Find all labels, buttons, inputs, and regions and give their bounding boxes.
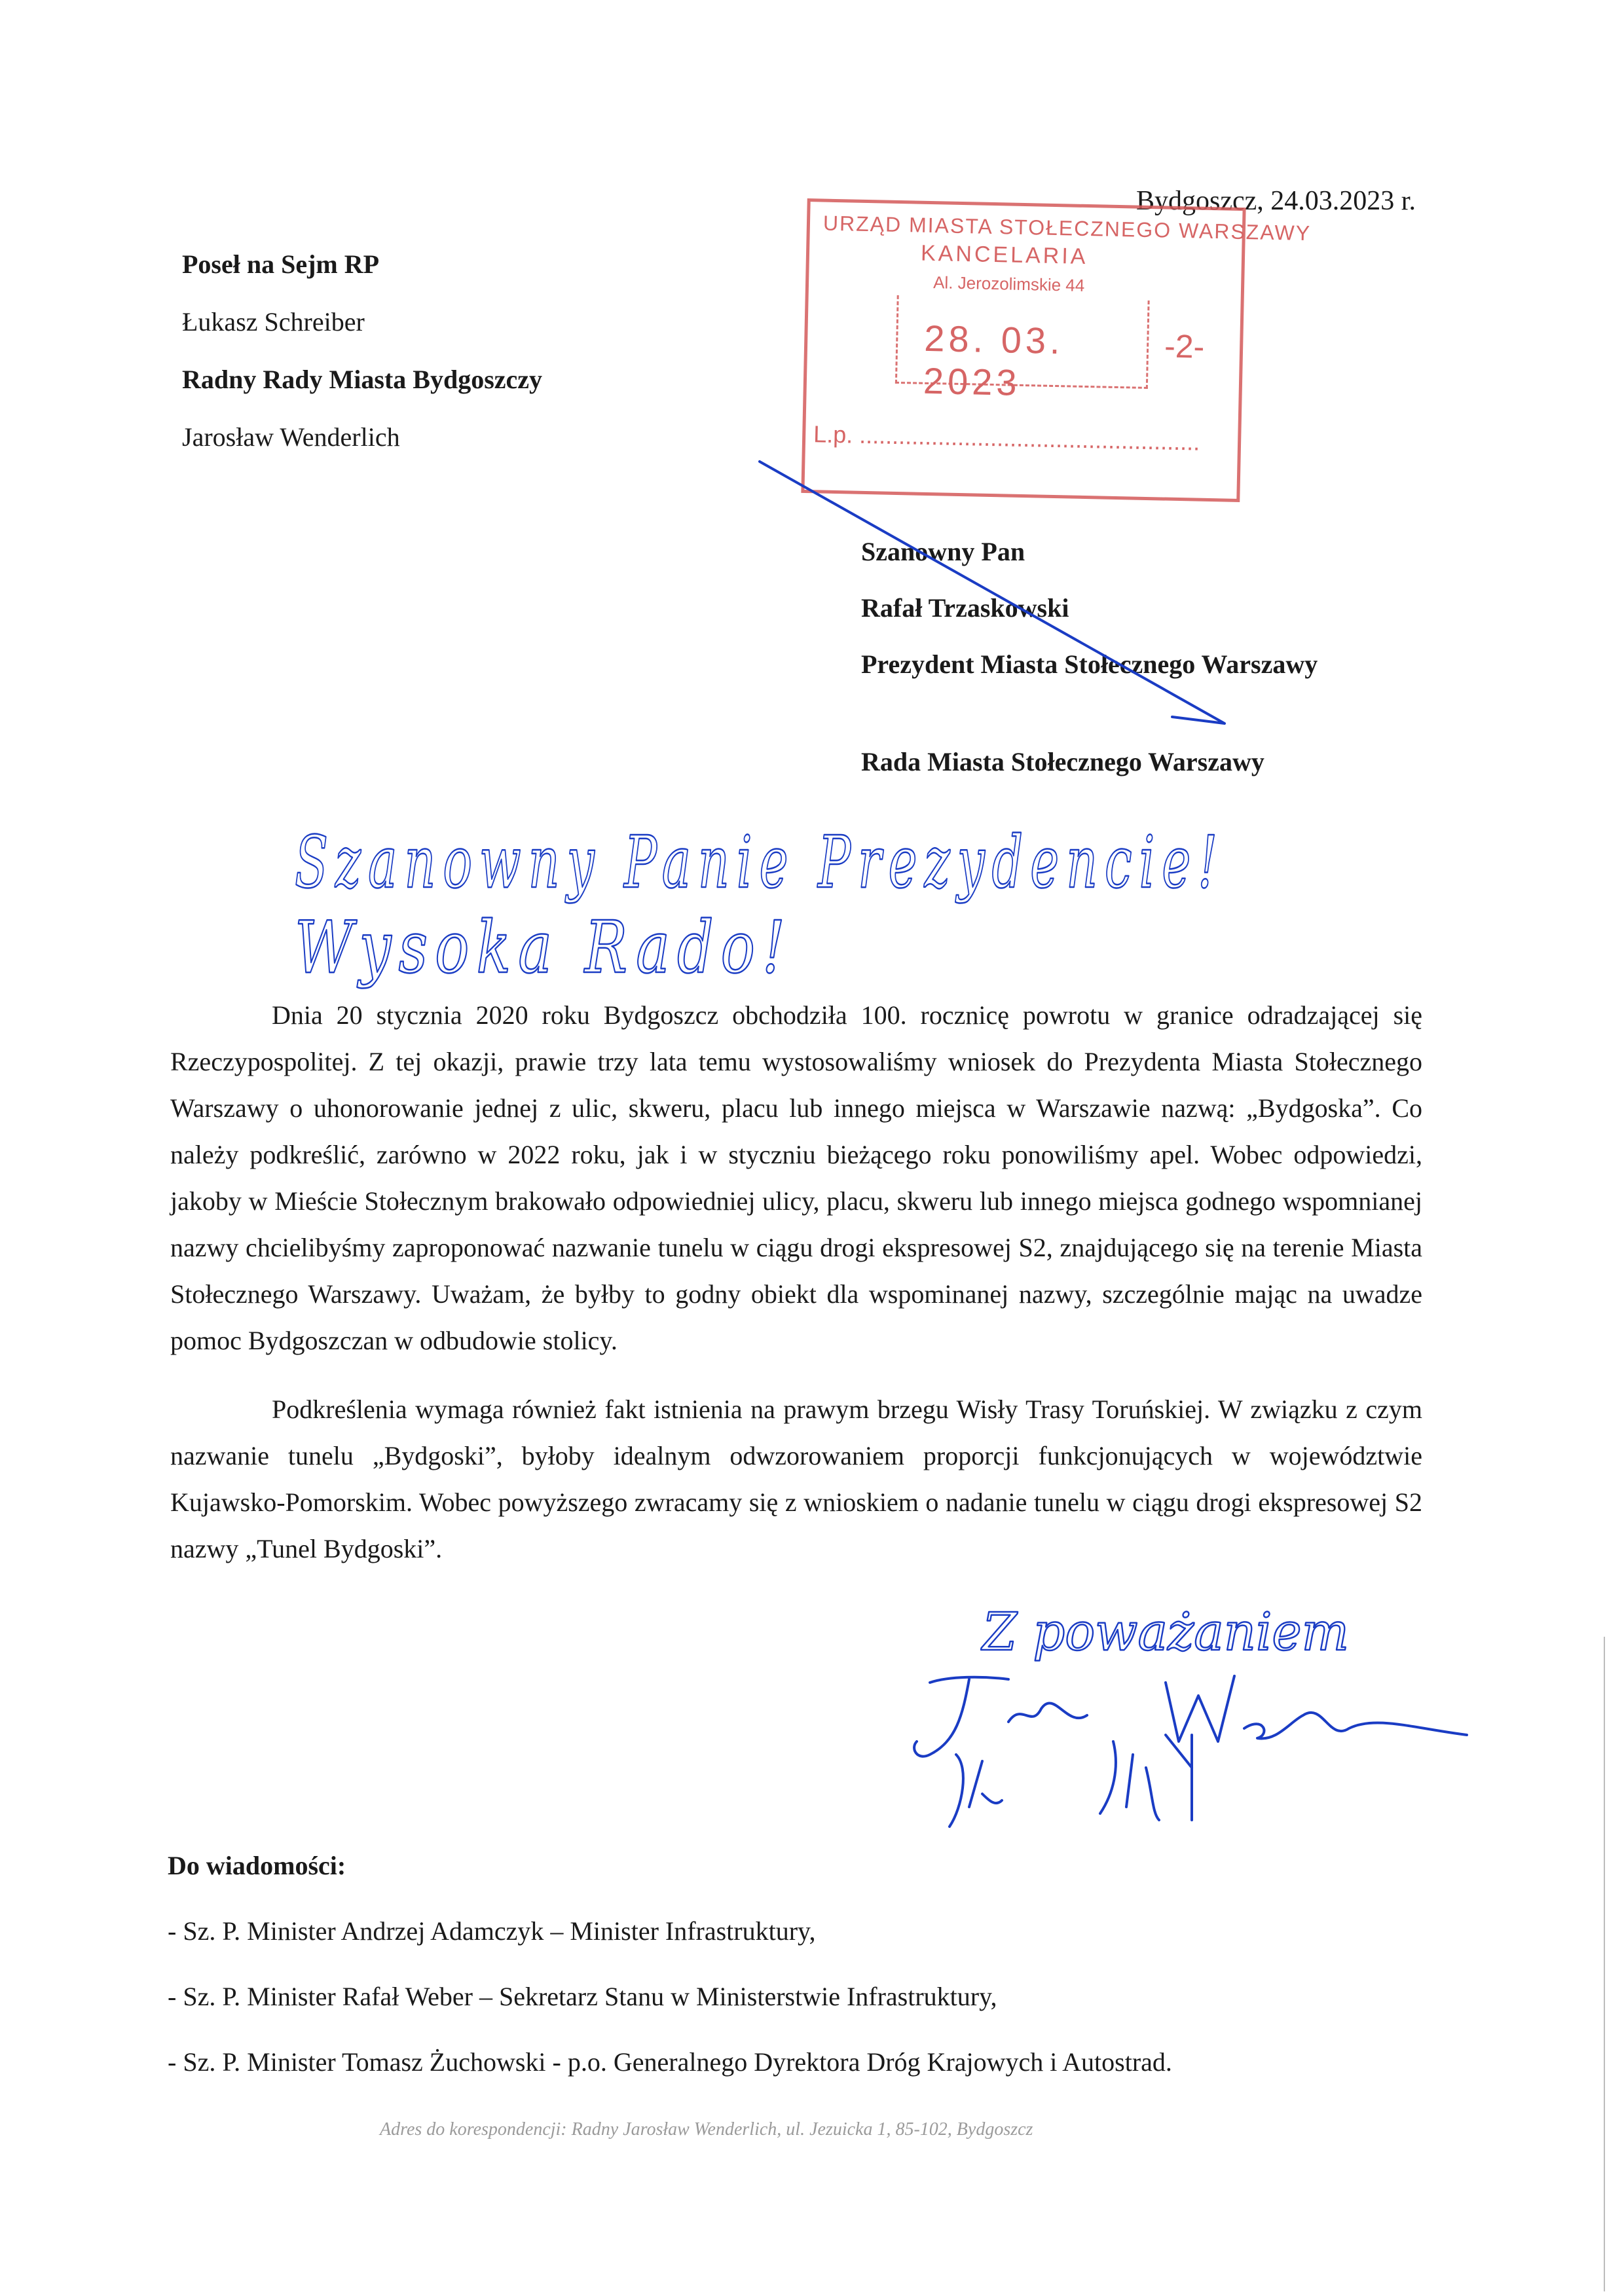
paragraph-1: Dnia 20 stycznia 2020 roku Bydgoszcz obchodziła 100. rocznicę powrotu w granice odradzającej się Rzeczypospolitej. Z tej okazji, prawie trzy lata temu wystosowaliśmy wniosek do Prezydenta Miasta Stołecznego Warszawy o uhonorowanie jednej z ulic, skweru, placu lub innego miejsca w Warszawie nazwą: „Bydgoska”. Co należy podkreślić, zarówno w 2022 roku, jak i w styczniu bieżącego roku ponowiliśmy apel. Wobec odpowiedzi, jakoby w Mieście Stołecznym brakowało odpowiedniej ulicy, placu, skweru lub innego miejsca godnego wspomnianej nazwy chcielibyśmy zaproponować nazwanie tunelu w ciągu drogi ekspresowej S2, znajdującego się na terenie Miasta Stołecznego Warszawy. Uważam, że byłby to godny obiekt dla wspominanej nazwy, szczególnie mając na uwadze pomoc Bydgoszczan w odbudowie stolicy. [170, 1000, 1422, 1355]
scan-edge-line [1604, 1637, 1605, 2291]
signature-wenderlich [914, 1676, 1467, 1757]
sender-line-2: Łukasz Schreiber [182, 307, 365, 337]
cc-item: - Sz. P. Minister Rafał Weber – Sekretarz Stanu w Ministerstwie Infrastruktury, [168, 1982, 997, 2011]
stamp-date: 28. 03. 2023 [923, 317, 1065, 403]
stamp-address: Al. Jerozolimskie 44 [932, 272, 1085, 295]
recipient-line-3: Prezydent Miasta Stołecznego Warszawy [861, 649, 1318, 679]
stamp-date-box [895, 295, 1150, 403]
cc-item: - Sz. P. Minister Andrzej Adamczyk – Minister Infrastruktury, [168, 1916, 816, 1946]
cc-block [168, 1833, 1172, 2095]
incoming-stamp [801, 198, 1312, 502]
letter-body [170, 992, 1422, 1572]
signature-schreiber [950, 1735, 1192, 1827]
recipient-block [861, 524, 1318, 693]
recipient-line-1: Szanowny Pan [861, 537, 1025, 566]
handwritten-greeting-2: Wysoka Rado! [295, 905, 792, 989]
stamp-lp: L.p. .................................................... [813, 420, 1200, 456]
cc-item: - Sz. P. Minister Tomasz Żuchowski - p.o. Generalnego Dyrektora Dróg Krajowych i Autostrad. [168, 2047, 1172, 2077]
correspondence-footer: Adres do korespondencji: Radny Jarosław Wenderlich, ul. Jezuicka 1, 85-102, Bydgoszcz [380, 2119, 1033, 2140]
stamp-department: KANCELARIA [920, 240, 1088, 270]
recipient-council: Rada Miasta Stołecznego Warszawy [861, 747, 1264, 776]
sender-line-3: Radny Rady Miasta Bydgoszczy [182, 365, 543, 394]
handwritten-greeting-1: Szanowny Panie Prezydencie! [295, 820, 1225, 904]
recipient-line-2: Rafał Trzaskowski [861, 593, 1069, 623]
sender-line-4: Jarosław Wenderlich [182, 422, 400, 452]
handwritten-closing: Z poważaniem [980, 1601, 1349, 1662]
cc-heading: Do wiadomości: [168, 1851, 346, 1880]
stamp-office: URZĄD MIASTA STOŁECZNEGO WARSZAWY [822, 211, 1312, 246]
sender-line-1: Poseł na Sejm RP [182, 249, 380, 279]
sender-block [182, 236, 542, 466]
letter-date: Bydgoszcz, 24.03.2023 r. [1136, 186, 1416, 216]
stamp-number: -2- [1164, 327, 1205, 365]
paragraph-2: Podkreślenia wymaga również fakt istnienia na prawym brzegu Wisły Trasy Toruńskiej. W związku z czym nazwanie tunelu „Bydgoski”, byłoby idealnym odwzorowaniem proporcji funkcjonujących w województwie Kujawsko-Pomorskim. Wobec powyższego zwracamy się z wnioskiem o nadanie tunelu w ciągu drogi ekspresowej S2 nazwy „Tunel Bydgoski”. [170, 1394, 1422, 1563]
